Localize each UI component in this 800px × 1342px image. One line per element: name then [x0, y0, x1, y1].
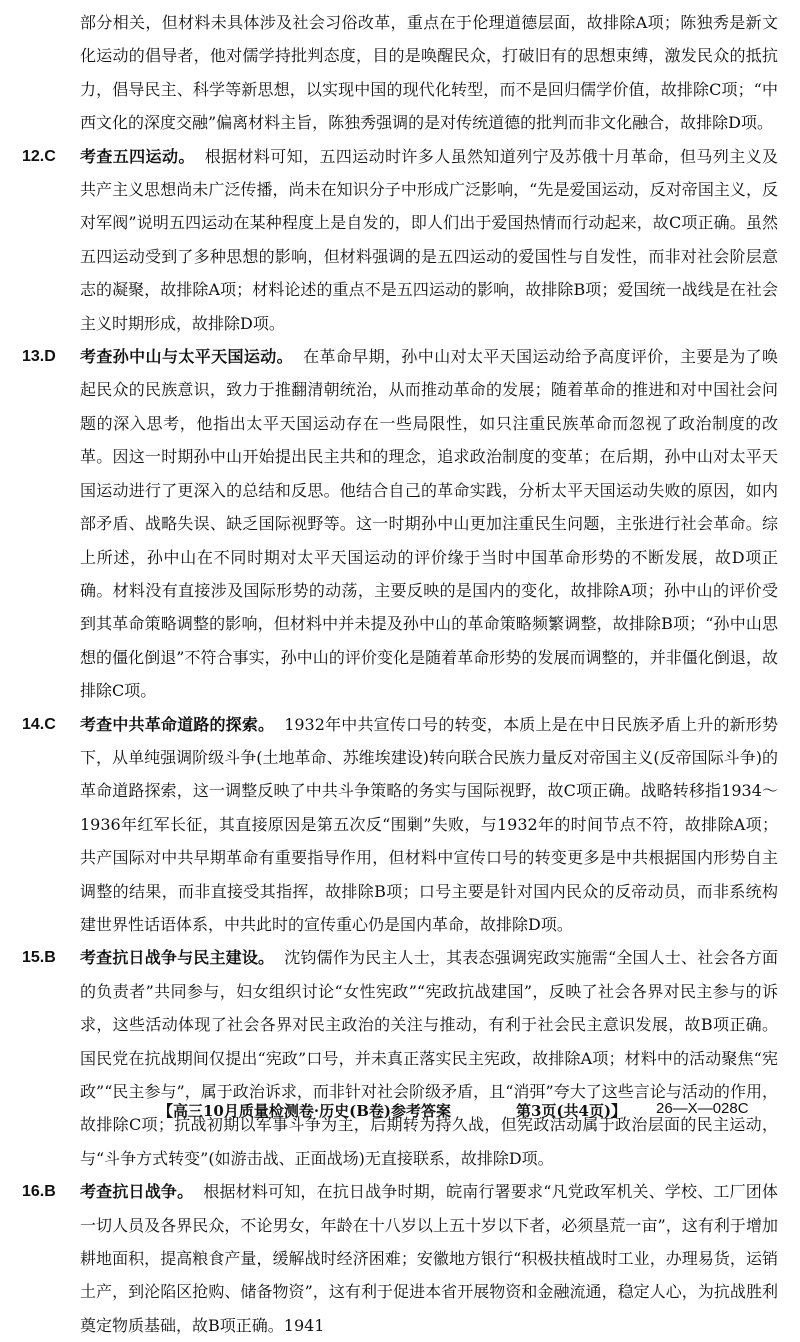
footer-page-number: 第3页(共4页)】	[516, 1102, 627, 1120]
answer-item-14	[22, 708, 778, 942]
answer-number: 14.C	[22, 715, 56, 733]
footer-title: 【高三10月质量检测卷·历史(B卷)参考答案	[158, 1102, 451, 1120]
answer-explanation: 在革命早期，孙中山对太平天国运动给予高度评价，主要是为了唤起民众的民族意识，致力于推翻清朝统治，从而推动革命的发展；随着革命的推进和对中国社会问题的深入思考，他指出太平天国运动存在一些局限性，如只注重民族革命而忽视了政治制度的改革。因这一时期孙中山开始提出民主共和的理念，追求政治制度的变革；在后期，孙中山对太平天国运动进行了更深入的总结和反思。他结合自己的革命实践，分析太平天国运动失败的原因，如内部矛盾、战略失误、缺乏国际视野等。这一时期孙中山更加注重民生问题，主张进行社会革命。综上所述，孙中山在不同时期对太平天国运动的评价缘于当时中国革命形势的不断发展，故D项正确。材料没有直接涉及国际形势的动荡，主要反映的是国内的变化，故排除A项；孙中山的评价受到其革命策略调整的影响，但材料中并未提及孙中山的革命策略频繁调整，故排除B项；“孙中山思想的僵化倒退”不符合事实，孙中山的评价变化是随着革命形势的发展而调整的，并非僵化倒退，故排除C项。	[80, 347, 778, 701]
answer-explanation: 1932年中共宣传口号的转变，本质上是在中日民族矛盾上升的新形势下，从单纯强调阶级斗争(土地革命、苏维埃建设)转向联合民族力量反对帝国主义(反帝国际斗争)的革命道路探索，这一调整反映了中共斗争策略的务实与国际视野，故C项正确。战略转移指1934～1936年红军长征，其直接原因是第五次反“围剿”失败，与1932年的时间节点不符，故排除A项；共产国际对中共早期革命有重要指导作用，但材料中宣传口号的转变更多是中共根据国内形势自主调整的结果，而非直接受其指挥，故排除B项；口号主要是针对国内民众的反帝动员，而非系统构建世界性话语体系，中共此时的宣传重心仍是国内革命，故排除D项。	[80, 714, 778, 934]
answer-topic: 考查抗日战争。	[80, 1182, 194, 1202]
intro-paragraph: 部分相关，但材料未具体涉及社会习俗改革，重点在于伦理道德层面，故排除A项；陈独秀是新文化运动的倡导者，他对儒学持批判态度，目的是唤醒民众，打破旧有的思想束缚，激发民众的抵抗力，倡导民主、科学等新思想，以实现中国的现代化转型，而不是回归儒学价值，故排除C项；“中西文化的深度交融”偏离材料主旨，陈独秀强调的是对传统道德的批判而非文化融合，故排除D项。	[80, 13, 778, 133]
answer-list	[22, 140, 778, 1342]
answer-topic: 考查五四运动。	[80, 146, 195, 166]
answer-item-13	[22, 340, 778, 707]
answer-number: 16.B	[22, 1183, 56, 1201]
answer-number: 13.D	[22, 348, 56, 366]
answer-explanation: 沈钧儒作为民主人士，其表态强调宪政实施需“全国人士、社会各方面的负责者”共同参与，妇女组织讨论“女性宪政”“宪政抗战建国”，反映了社会各界对民主参与的诉求，这些活动体现了社会各界对民主政治的关注与推动，有利于社会民主意识发展，故B项正确。国民党在抗战期间仅提出“宪政”口号，并未真正落实民主宪政，故排除A项；材料中的活动聚焦“宪政”“民主参与”，属于政治诉求，而非针对社会阶级矛盾，且“消弭”夸大了这些言论与活动的作用，故排除C项；抗战初期以军事斗争为主，后期转为持久战，但宪政活动属于政治层面的民主运动，与“斗争方式转变”(如游击战、正面战场)无直接联系，故排除D项。	[80, 948, 778, 1168]
answer-number: 12.C	[22, 147, 56, 165]
answer-topic: 考查中共革命道路的探索。	[80, 714, 275, 734]
answer-explanation: 根据材料可知，五四运动时许多人虽然知道列宁及苏俄十月革命，但马列主义及共产主义思想尚未广泛传播，尚未在知识分子中形成广泛影响，“先是爱国运动，反对帝国主义，反对军阀”说明五四运动在某种程度上是自发的，即人们出于爱国热情而行动起来，故C项正确。虽然五四运动受到了多种思想的影响，但材料强调的是五四运动的爱国性与自发性，而非对社会阶层意志的凝聚，故排除A项；材料论述的重点不是五四运动的影响，故排除B项；爱国统一战线是在社会主义时期形成，故排除D项。	[80, 146, 778, 333]
answer-item-16	[22, 1175, 778, 1342]
answer-item-12	[22, 140, 778, 340]
page-footer	[0, 1100, 800, 1126]
answer-explanation: 根据材料可知，在抗日战争时期，皖南行署要求“凡党政军机关、学校、工厂团体一切人员及各界民众，不论男女，年龄在十八岁以上五十岁以下者，必须垦荒一亩”，这有利于增加耕地面积，提高粮食产量，缓解战时经济困难；安徽地方银行“积极扶植战时工业，办理易货，运销土产，到沦陷区抢购、储备物资”，这有利于促进本省开展物资和金融流通，稳定人心，为抗战胜利奠定物质基础，故B项正确。1941	[80, 1182, 778, 1335]
answer-topic: 考查抗日战争与民主建设。	[80, 948, 275, 968]
answer-item-15	[22, 941, 778, 1175]
footer-code: 26—X—028C	[656, 1100, 749, 1117]
answer-number: 15.B	[22, 949, 56, 967]
answer-topic: 考查孙中山与太平天国运动。	[80, 347, 294, 367]
